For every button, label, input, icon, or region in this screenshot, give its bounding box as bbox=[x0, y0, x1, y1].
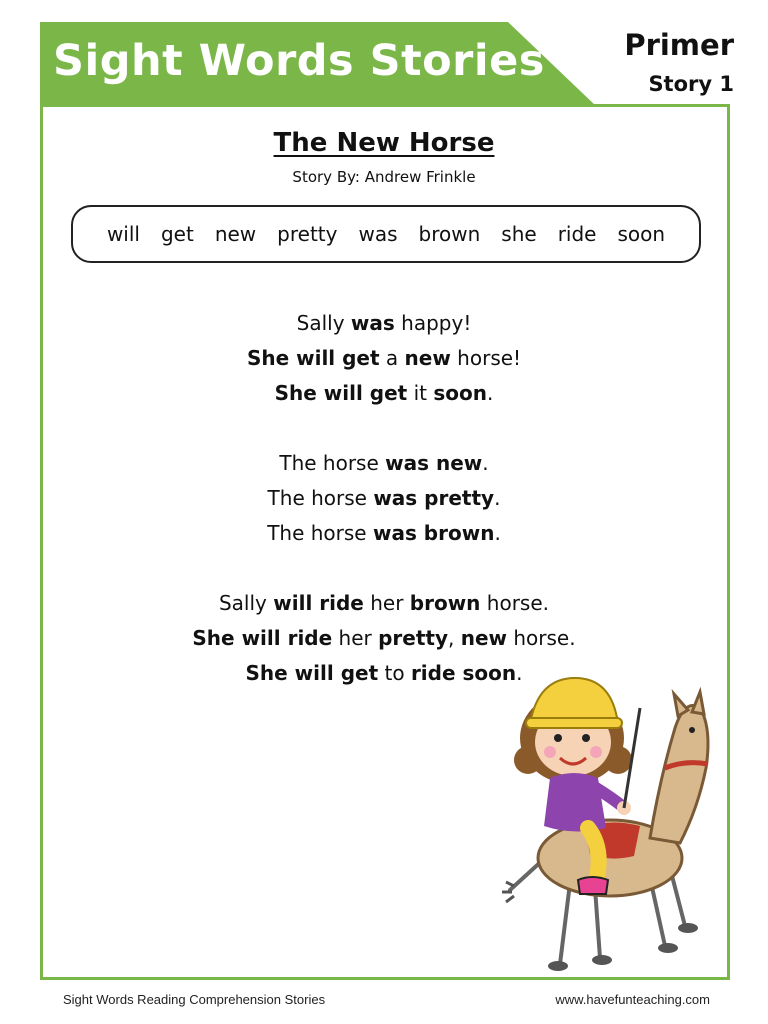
sight-word: soon bbox=[617, 222, 666, 246]
story-line bbox=[0, 481, 768, 516]
story-text-segment: The horse bbox=[279, 451, 386, 475]
story-text-segment: , bbox=[448, 626, 461, 650]
story-line bbox=[0, 516, 768, 551]
level-label: Primer bbox=[624, 28, 734, 62]
sight-word-highlight: ride soon bbox=[410, 661, 517, 685]
story-text-segment: happy! bbox=[394, 311, 472, 335]
sight-word: pretty bbox=[277, 222, 338, 246]
story-text-segment: it bbox=[407, 381, 434, 405]
sight-word: brown bbox=[418, 222, 481, 246]
sight-word: she bbox=[501, 222, 537, 246]
story-text-segment: a bbox=[379, 346, 405, 370]
story-text-segment: . bbox=[487, 381, 494, 405]
paragraph-gap bbox=[0, 411, 768, 446]
sight-word-highlight: new bbox=[460, 626, 508, 650]
header-banner bbox=[40, 22, 596, 106]
story-text-segment: The horse bbox=[267, 486, 374, 510]
story-text-segment: her bbox=[332, 626, 379, 650]
story-text-segment: Sally bbox=[218, 591, 274, 615]
header-title: Sight Words Stories bbox=[53, 36, 545, 86]
sight-word-highlight: She will get bbox=[274, 381, 408, 405]
story-text bbox=[0, 306, 768, 691]
sight-word: ride bbox=[557, 222, 597, 246]
sight-word-highlight: was pretty bbox=[373, 486, 495, 510]
sight-word-highlight: pretty bbox=[378, 626, 449, 650]
story-text-segment: The horse bbox=[267, 521, 373, 545]
paragraph-gap bbox=[0, 551, 768, 586]
story-text-segment: . bbox=[494, 521, 501, 545]
story-text-segment: . bbox=[482, 451, 489, 475]
girl-on-horse-illustration bbox=[500, 668, 720, 978]
sight-word-highlight: new bbox=[404, 346, 451, 370]
story-text-segment: horse! bbox=[450, 346, 522, 370]
footer-website[interactable]: www.havefunteaching.com bbox=[555, 992, 710, 1007]
story-text-segment: . bbox=[494, 486, 501, 510]
story-author: Story By: Andrew Frinkle bbox=[292, 168, 476, 186]
story-text-segment: horse. bbox=[480, 591, 549, 615]
story-line bbox=[0, 446, 768, 481]
story-title bbox=[0, 128, 768, 158]
sight-word: will bbox=[106, 222, 140, 246]
story-line bbox=[0, 586, 768, 621]
story-title-text: The New Horse bbox=[273, 128, 495, 158]
sight-word: get bbox=[160, 222, 194, 246]
story-line bbox=[0, 621, 768, 656]
story-number: Story 1 bbox=[648, 72, 734, 96]
sight-word-highlight: She will get bbox=[245, 661, 379, 685]
story-text-segment: Sally bbox=[296, 311, 351, 335]
sight-word-highlight: brown bbox=[409, 591, 481, 615]
footer-series: Sight Words Reading Comprehension Stories bbox=[63, 992, 326, 1007]
story-line bbox=[0, 376, 768, 411]
story-text-segment: . bbox=[516, 661, 523, 685]
story-text-segment: her bbox=[363, 591, 410, 615]
sight-word: new bbox=[214, 222, 257, 246]
story-line bbox=[0, 341, 768, 376]
sight-word-highlight: was bbox=[350, 311, 395, 335]
sight-word-highlight: was new bbox=[385, 451, 483, 475]
story-text-segment: to bbox=[378, 661, 411, 685]
sight-word-highlight: She will get bbox=[246, 346, 380, 370]
sight-word-box bbox=[71, 205, 701, 263]
sight-word-highlight: soon bbox=[433, 381, 487, 405]
sight-word-highlight: was brown bbox=[372, 521, 495, 545]
sight-word-highlight: will ride bbox=[273, 591, 364, 615]
sight-word: was bbox=[358, 222, 398, 246]
sight-word-highlight: She will ride bbox=[192, 626, 333, 650]
story-text-segment: horse. bbox=[507, 626, 576, 650]
story-line bbox=[0, 306, 768, 341]
